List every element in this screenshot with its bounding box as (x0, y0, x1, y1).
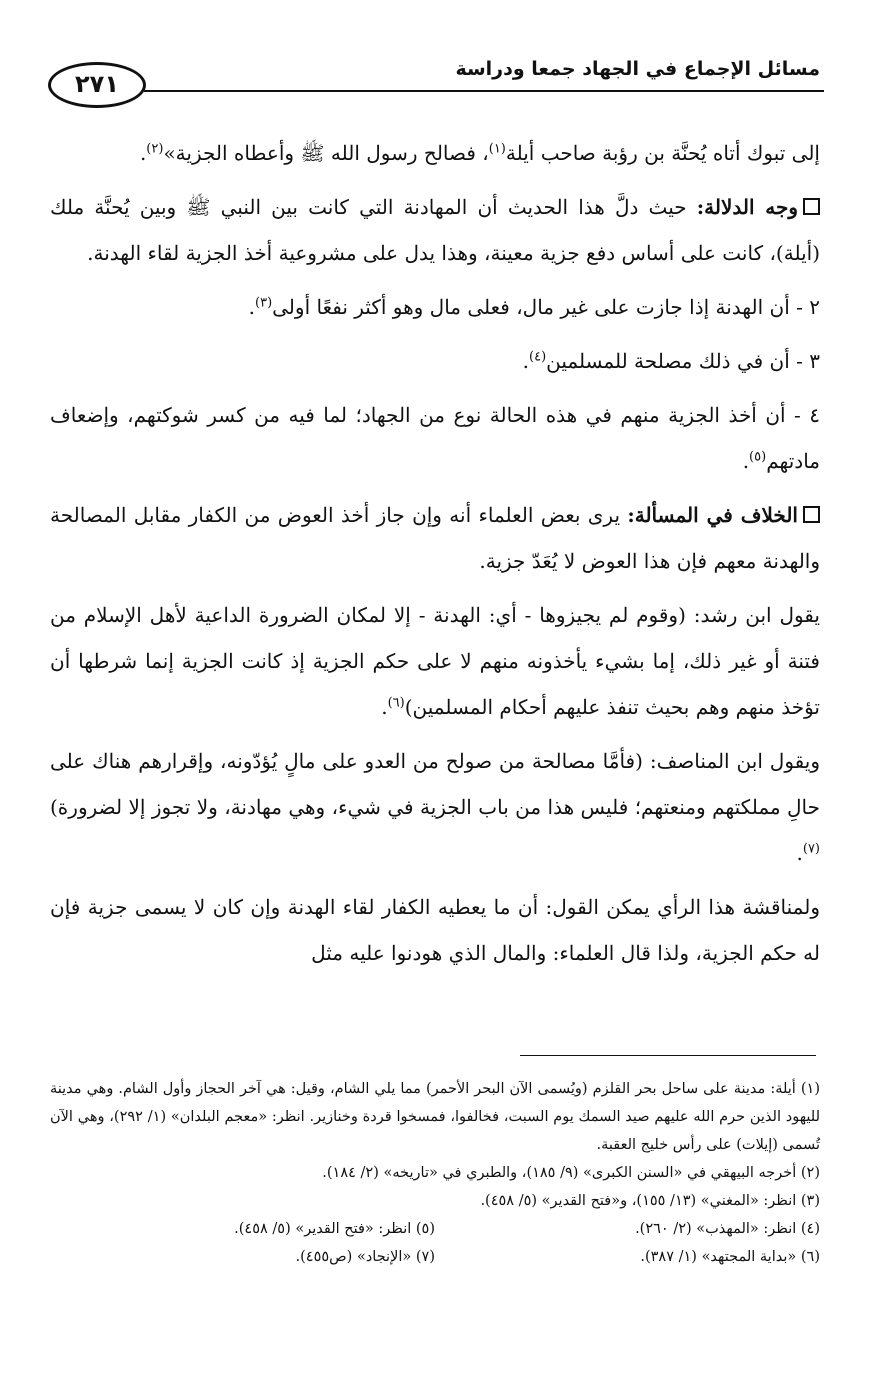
square-bullet-icon (803, 198, 820, 215)
paragraph-disagreement (50, 492, 820, 584)
page-number-badge (48, 62, 146, 108)
list-item-4 (50, 392, 820, 484)
footnote-row-6-7 (50, 1243, 820, 1271)
list-item-3-text: ٣ - أن في ذلك مصلحة للمسلمين (546, 349, 820, 373)
page-number: ٢٧١ (75, 70, 119, 98)
footnote-ref: (١) (488, 141, 506, 157)
evidence-text: حيث دلَّ هذا الحديث أن المهادنة التي كانت بين النبي ﷺ وبين يُحنَّة ملك (أيلة)، كانت على أساس دفع جزية معينة، وهذا يدل على مشروعية أخذ الجزية لقاء الهدنة. (50, 195, 820, 265)
footnote-ref: (٦) (387, 695, 405, 711)
paragraph-evidence (50, 184, 820, 276)
footnote-1: (١) أيلة: مدينة على ساحل بحر القلزم (ويُسمى الآن البحر الأحمر) مما يلي الشام، وقيل: هي آخر الحجاز وأول الشام. وهي مدينة لليهود الذين حرم الله عليهم صيد السمك يوم السبت، فخالفوا، فمسخوا قردة وخنازير. انظر: «معجم البلدان» (١/ ٢٩٢)، وهي الآن تُسمى (إيلات) على رأس خليج العقبة. (50, 1081, 820, 1153)
footnote-ref: (٢) (146, 141, 164, 157)
footnote-5: (٥) انظر: «فتح القدير» (٥/ ٤٥٨). (234, 1221, 435, 1237)
running-title: مسائل الإجماع في الجهاد جمعا ودراسة (455, 58, 820, 80)
footnote-separator (520, 1055, 816, 1056)
footnote-ref: (٧) (802, 841, 820, 857)
footnote-row-4-5 (50, 1215, 820, 1243)
running-header (44, 50, 824, 110)
paragraph-1-text: إلى تبوك أتاه يُحنَّة بن رؤبة صاحب أيلة (505, 141, 820, 165)
paragraph-1-end: . (139, 141, 147, 165)
ibn-rushd-end: . (381, 695, 388, 719)
discussion-text: ولمناقشة هذا الرأي يمكن القول: أن ما يعطيه الكفار لقاء الهدنة وإن كان لا يسمى جزية فإن له حكم الجزية، ولذا قال العلماء: والمال الذي هودنوا عليه مثل (50, 895, 820, 965)
footnote-ref: (٤) (529, 349, 547, 365)
paragraph-ibn-almunasif (50, 738, 820, 876)
footnote-ref: (٥) (749, 449, 767, 465)
footnote-7: (٧) «الإنجاد» (ص٤٥٥). (295, 1249, 435, 1265)
list-item-4-end: . (742, 449, 750, 473)
list-item-3 (50, 338, 820, 384)
list-item-2-text: ٢ - أن الهدنة إذا جازت على غير مال، فعلى مال وهو أكثر نفعًا أولى (272, 295, 820, 319)
square-bullet-icon (803, 506, 820, 523)
footnote-6: (٦) «بداية المجتهد» (١/ ٣٨٧). (640, 1249, 820, 1265)
header-rule (144, 90, 824, 92)
footnote-2: (٢) أخرجه البيهقي في «السنن الكبرى» (٩/ ١٨٥)، والطبري في «تاريخه» (٢/ ١٨٤). (322, 1165, 820, 1181)
footnote-ref: (٣) (255, 295, 273, 311)
paragraph-discussion (50, 884, 820, 976)
list-item-2-end: . (248, 295, 255, 319)
list-item-2 (50, 284, 820, 330)
footnote-3: (٣) انظر: «المغني» (١٣/ ١٥٥)، و«فتح القدير» (٥/ ٤٥٨). (480, 1193, 820, 1209)
ibn-almunasif-quote: ويقول ابن المناصف: (فأمَّا مصالحة من صولح من العدو على مالٍ يُؤدّونه، وإقرارهم هناك على حالِ مملكتهم ومنعتهم؛ فليس هذا من باب الجزية في شيء، وهي مهادنة، ولا تجوز إلا لضرورة) (50, 749, 820, 819)
paragraph-1-tail: ، فصالح رسول الله ﷺ وأعطاه الجزية» (163, 141, 489, 165)
ibn-almunasif-end: . (796, 841, 803, 865)
footnotes (50, 1075, 820, 1271)
ibn-rushd-quote: يقول ابن رشد: (وقوم لم يجيزوها - أي: الهدنة - إلا لمكان الضرورة الداعية لأهل الإسلام من فتنة أو غير ذلك، إما بشيء يأخذونه منهم لا على حكم الجزية إذ كانت الجزية إنما شرطها أن تؤخذ منهم وهم بحيث تنفذ عليهم أحكام المسلمين) (50, 603, 820, 719)
disagreement-text: يرى بعض العلماء أنه وإن جاز أخذ العوض من الكفار مقابل المصالحة والهدنة معهم فإن هذا العوض لا يُعَدّ جزية. (50, 503, 820, 573)
footnote-4: (٤) انظر: «المهذب» (٢/ ٢٦٠). (635, 1221, 820, 1237)
list-item-4-text: ٤ - أن أخذ الجزية منهم في هذه الحالة نوع من الجهاد؛ لما فيه من كسر شوكتهم، وإضعاف مادتهم (50, 403, 820, 473)
paragraph-ibn-rushd (50, 592, 820, 730)
paragraph-1 (50, 130, 820, 176)
list-item-3-end: . (522, 349, 529, 373)
main-text (50, 130, 820, 984)
disagreement-heading: الخلاف في المسألة: (627, 503, 798, 527)
evidence-heading: وجه الدلالة: (696, 195, 798, 219)
